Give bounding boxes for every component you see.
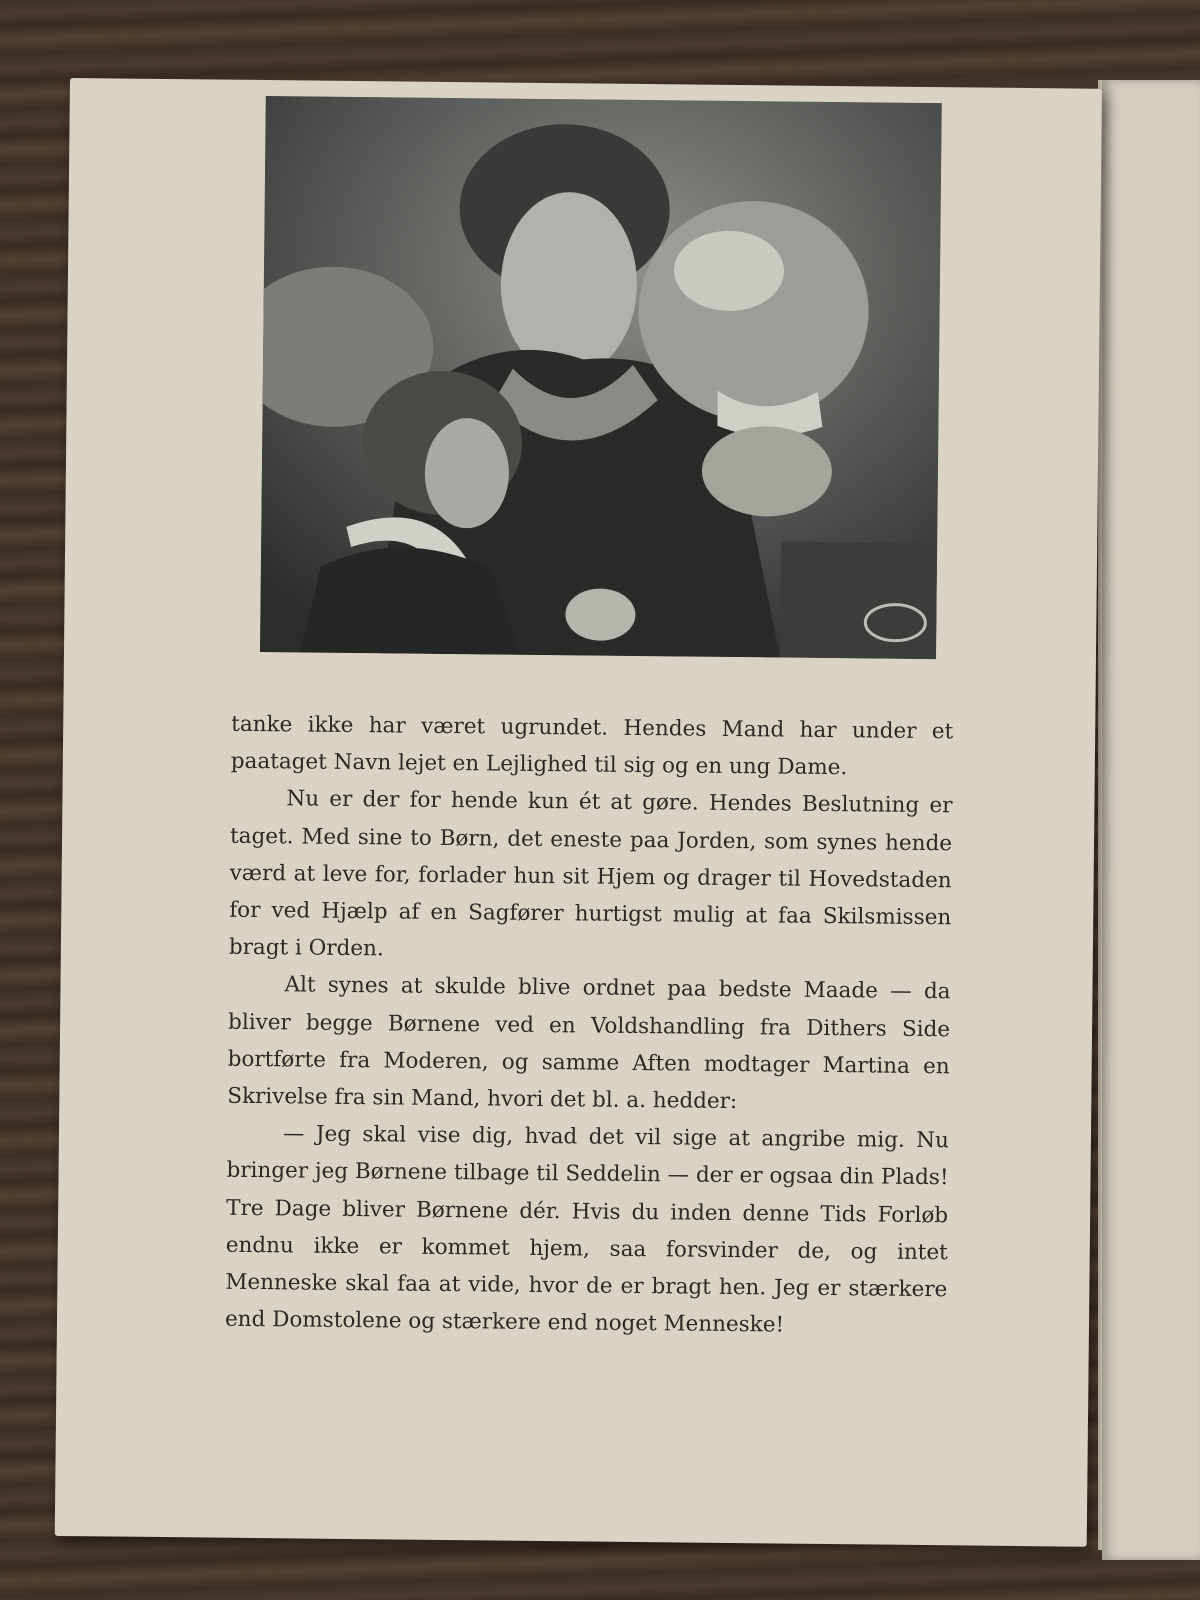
body-text	[225, 706, 954, 1346]
facing-page	[1102, 80, 1200, 1560]
paragraph: — Jeg skal vise dig, hvad det vil sige at angribe mig. Nu bringer jeg Børnene tilbage til Seddelin — der er ogsaa din Plads! Tre Dage bliver Børnene dér. Hvis du inden denne Tids Forløb endnu ikke er kommet hjem, saa forsvinder de, og intet Menneske skal faa at vide, hvor de er bragt hen. Jeg er stærkere end Domstolene og stærkere end noget Menneske!	[224, 1121, 950, 1338]
paragraph: Nu er der for hende kun ét at gøre. Hendes Beslutning er taget. Med sine to Børn, det eneste paa Jorden, som synes hende værd at leve for, forlader hun sit Hjem og drager til Hovedstaden for ved Hjælp af en Sagfører hurtigst mulig at faa Skilsmissen bragt i Orden.	[228, 786, 953, 962]
photograph	[260, 96, 942, 659]
booklet-page	[55, 78, 1102, 1547]
mother-with-two-children-photograph-icon	[260, 96, 942, 659]
paragraph: Alt synes at skulde blive ordnet paa bedste Maade — da bliver begge Børnene ved en Voldshandling fra Dithers Side bortførte fra Moderen, og samme Aften modtager Martina en Skrivelse fra sin Mand, hvori det bl. a. hedder:	[227, 972, 951, 1115]
paragraph: tanke ikke har været ugrundet. Hendes Mand har under et paataget Navn lejet en Lejlighed til sig og en ung Dame.	[230, 711, 954, 781]
